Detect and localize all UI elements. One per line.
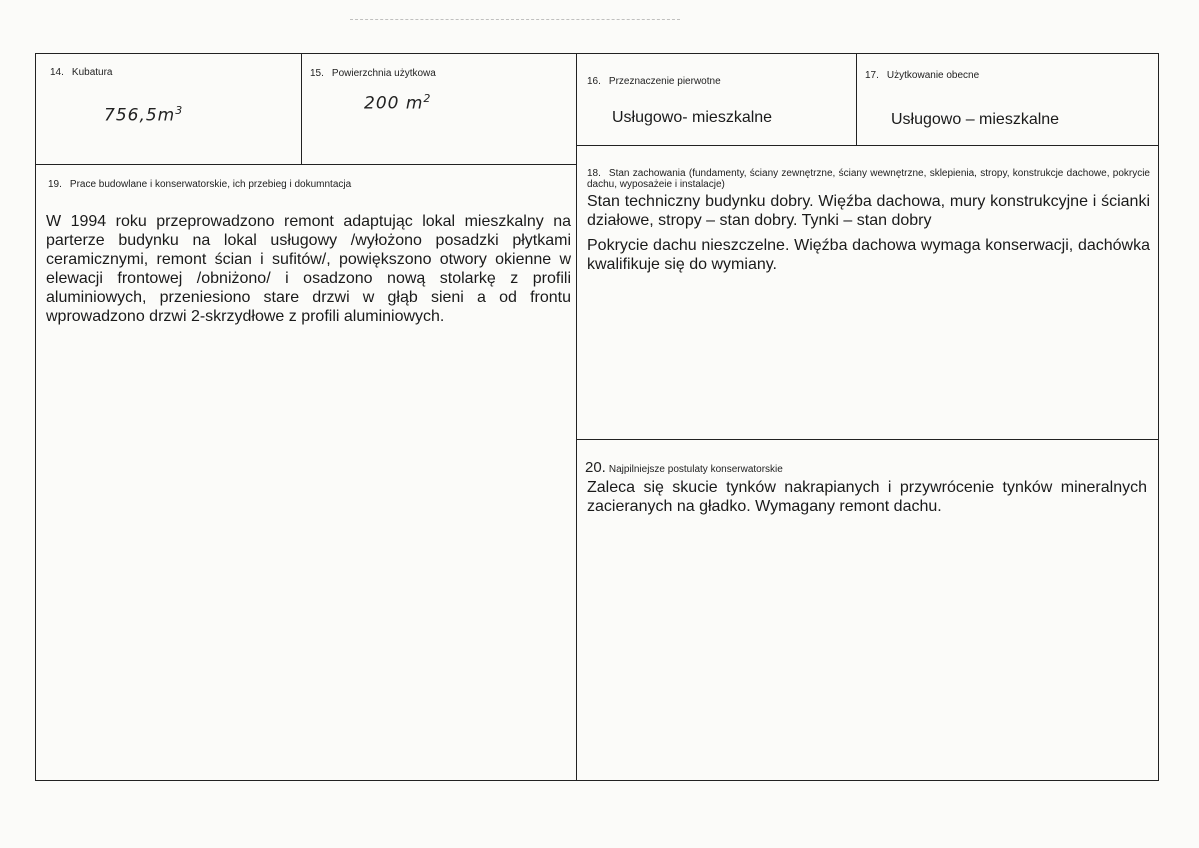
- field-14-value: $756,5m^3$: [104, 104, 184, 126]
- field-20-text: Zaleca się skucie tynków nakrapianych i przywrócenie tynków mineralnych zacieranych na gładko. Wymagany remont dachu.: [587, 479, 1147, 515]
- field-17-value: Usługowo – mieszkalne: [891, 111, 1060, 128]
- field-15-label: Powierzchnia użytkowa: [331, 68, 436, 79]
- field-16-przeznaczenie: [577, 54, 856, 145]
- field-14-number: 14.: [50, 67, 64, 78]
- field-20-postulaty: [577, 440, 1158, 780]
- field-17-uzytkowanie: [857, 54, 1158, 145]
- field-18-stan: [577, 146, 1158, 439]
- field-17-label: Użytkowanie obecne: [886, 70, 980, 81]
- field-19-prace: [36, 165, 576, 780]
- field-19-label: Prace budowlane i konserwatorskie, ich przebieg i dokumntacja: [69, 179, 352, 190]
- field-16-label: Przeznaczenie pierwotne: [608, 76, 721, 87]
- field-16-value: Usługowo- mieszkalne: [612, 109, 773, 126]
- field-19-text: W 1994 roku przeprowadzono remont adaptując lokal mieszkalny na parterze budynku na lokal usługowy /wyłożono posadzki płytkami ceramicznymi, remont ścian i sufitów/, powiększono otwory okienne w elewacji frontowej /obniżono/ i osadzono nową stolarkę z profili aluminiowych, przeniesiono stare drzwi w głąb sieni a od frontu wprowadzono drzwi 2-skrzydłowe z profili aluminiowych.: [46, 213, 571, 325]
- field-14-label: Kubatura: [71, 67, 113, 78]
- field-16-number: 16.: [587, 76, 601, 87]
- field-18-paragraph-1: Stan techniczny budynku dobry. Więźba dachowa, mury konstrukcyjne i ścianki działowe, stropy – stan dobry. Tynki – stan dobry: [587, 193, 1150, 229]
- field-15-value: 200 $m^2$: [364, 92, 432, 114]
- field-14-kubatura: [36, 54, 301, 164]
- field-18-paragraph-2: Pokrycie dachu nieszczelne. Więźba dachowa wymaga konserwacji, dachówka kwalifikuje się do wymiany.: [587, 237, 1150, 273]
- form-border-right: [1158, 53, 1159, 781]
- field-15-powierzchnia: [302, 54, 576, 164]
- field-20-label: Najpilniejsze postulaty konserwatorskie: [608, 464, 783, 475]
- field-15-number: 15.: [310, 68, 324, 79]
- field-18-label: Stan zachowania (fundamenty, ściany zewnętrzne, ściany wewnętrzne, sklepienia, stropy, konstrukcje dachowe, pokrycie dachu, wyposażeie i instalacje): [587, 168, 1150, 190]
- field-19-number: 19.: [48, 179, 62, 190]
- form-border-bottom: [35, 780, 1159, 781]
- field-17-number: 17.: [865, 70, 879, 81]
- field-20-number: 20.: [585, 459, 606, 476]
- field-18-number: 18.: [587, 168, 601, 179]
- scan-artifact: [350, 19, 680, 22]
